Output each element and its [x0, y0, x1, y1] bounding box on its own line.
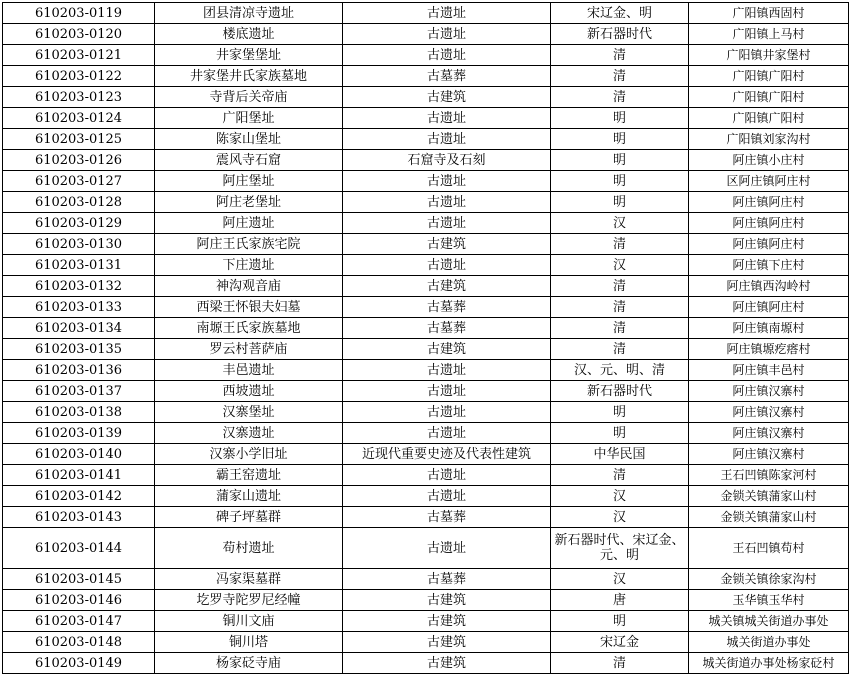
- site-era-cell: 清: [551, 66, 689, 87]
- site-code-cell: 610203-0146: [3, 590, 155, 611]
- site-code-cell: 610203-0134: [3, 318, 155, 339]
- table-row: [3, 569, 849, 590]
- site-code-cell: 610203-0135: [3, 339, 155, 360]
- site-location-cell: 城关镇城关街道办事处: [689, 611, 849, 632]
- site-category-cell: 古遗址: [343, 108, 551, 129]
- site-era-cell: 汉: [551, 486, 689, 507]
- site-code-cell: 610203-0129: [3, 213, 155, 234]
- site-category-cell: 石窟寺及石刻: [343, 150, 551, 171]
- site-category-cell: 古建筑: [343, 611, 551, 632]
- site-category-cell: 古墓葬: [343, 569, 551, 590]
- table-row: [3, 528, 849, 569]
- table-row: [3, 66, 849, 87]
- site-location-cell: 广阳镇广阳村: [689, 87, 849, 108]
- site-era-cell: 清: [551, 87, 689, 108]
- site-location-cell: 阿庄镇阿庄村: [689, 213, 849, 234]
- site-location-cell: 广阳镇上马村: [689, 24, 849, 45]
- site-name-cell: 霸王窑遗址: [155, 465, 343, 486]
- site-category-cell: 古建筑: [343, 234, 551, 255]
- site-code-cell: 610203-0139: [3, 423, 155, 444]
- site-era-cell: 清: [551, 465, 689, 486]
- site-era-cell: 新石器时代: [551, 381, 689, 402]
- site-category-cell: 古遗址: [343, 255, 551, 276]
- site-era-cell: 清: [551, 653, 689, 674]
- site-location-cell: 阿庄镇南塬村: [689, 318, 849, 339]
- site-name-cell: 圪罗寺陀罗尼经幢: [155, 590, 343, 611]
- site-name-cell: 寺背后关帝庙: [155, 87, 343, 108]
- table-row: [3, 318, 849, 339]
- site-name-cell: 井家堡堡址: [155, 45, 343, 66]
- site-location-cell: 王石凹镇苟村: [689, 528, 849, 569]
- site-code-cell: 610203-0126: [3, 150, 155, 171]
- site-category-cell: 古建筑: [343, 87, 551, 108]
- site-era-cell: 汉: [551, 569, 689, 590]
- site-era-cell: 明: [551, 150, 689, 171]
- table-row: [3, 108, 849, 129]
- site-code-cell: 610203-0140: [3, 444, 155, 465]
- table-row: [3, 87, 849, 108]
- site-location-cell: 广阳镇刘家沟村: [689, 129, 849, 150]
- site-name-cell: 阿庄遗址: [155, 213, 343, 234]
- site-category-cell: 古遗址: [343, 45, 551, 66]
- site-code-cell: 610203-0142: [3, 486, 155, 507]
- site-category-cell: 古遗址: [343, 465, 551, 486]
- site-code-cell: 610203-0149: [3, 653, 155, 674]
- site-location-cell: 金锁关镇蒲家山村: [689, 507, 849, 528]
- table-row: [3, 611, 849, 632]
- site-name-cell: 冯家渠墓群: [155, 569, 343, 590]
- table-row: [3, 150, 849, 171]
- site-code-cell: 610203-0124: [3, 108, 155, 129]
- site-name-cell: 西梁王怀银夫妇墓: [155, 297, 343, 318]
- site-category-cell: 古建筑: [343, 590, 551, 611]
- site-era-cell: 清: [551, 297, 689, 318]
- site-code-cell: 610203-0133: [3, 297, 155, 318]
- site-name-cell: 杨家砭寺庙: [155, 653, 343, 674]
- table-row: [3, 423, 849, 444]
- site-code-cell: 610203-0147: [3, 611, 155, 632]
- site-name-cell: 震风寺石窟: [155, 150, 343, 171]
- site-category-cell: 古建筑: [343, 339, 551, 360]
- table-row: [3, 192, 849, 213]
- site-code-cell: 610203-0138: [3, 402, 155, 423]
- site-code-cell: 610203-0141: [3, 465, 155, 486]
- site-category-cell: 古墓葬: [343, 66, 551, 87]
- site-era-cell: 宋辽金: [551, 632, 689, 653]
- site-name-cell: 铜川塔: [155, 632, 343, 653]
- site-name-cell: 丰邑遗址: [155, 360, 343, 381]
- site-name-cell: 蒲家山遗址: [155, 486, 343, 507]
- site-code-cell: 610203-0131: [3, 255, 155, 276]
- site-location-cell: 阿庄镇汉寨村: [689, 402, 849, 423]
- site-era-cell: 清: [551, 234, 689, 255]
- site-era-cell: 清: [551, 318, 689, 339]
- site-era-cell: 新石器时代: [551, 24, 689, 45]
- site-code-cell: 610203-0144: [3, 528, 155, 569]
- site-name-cell: 下庄遗址: [155, 255, 343, 276]
- site-category-cell: 古建筑: [343, 632, 551, 653]
- site-code-cell: 610203-0148: [3, 632, 155, 653]
- table-row: [3, 444, 849, 465]
- site-name-cell: 广阳堡址: [155, 108, 343, 129]
- site-name-cell: 团县清凉寺遗址: [155, 3, 343, 24]
- site-era-cell: 明: [551, 192, 689, 213]
- site-era-cell: 新石器时代、宋辽金、元、明: [551, 528, 689, 569]
- site-location-cell: 阿庄镇塬疙瘩村: [689, 339, 849, 360]
- site-name-cell: 阿庄王氏家族宅院: [155, 234, 343, 255]
- site-location-cell: 广阳镇广阳村: [689, 66, 849, 87]
- site-location-cell: 金锁关镇蒲家山村: [689, 486, 849, 507]
- site-code-cell: 610203-0119: [3, 3, 155, 24]
- site-category-cell: 古遗址: [343, 423, 551, 444]
- site-code-cell: 610203-0128: [3, 192, 155, 213]
- table-row: [3, 297, 849, 318]
- site-era-cell: 汉、元、明、清: [551, 360, 689, 381]
- site-location-cell: 城关街道办事处杨家砭村: [689, 653, 849, 674]
- site-category-cell: 古遗址: [343, 24, 551, 45]
- table-row: [3, 465, 849, 486]
- site-name-cell: 苟村遗址: [155, 528, 343, 569]
- site-era-cell: 汉: [551, 213, 689, 234]
- site-category-cell: 古墓葬: [343, 507, 551, 528]
- site-code-cell: 610203-0123: [3, 87, 155, 108]
- site-category-cell: 古墓葬: [343, 297, 551, 318]
- site-location-cell: 王石凹镇陈家河村: [689, 465, 849, 486]
- site-era-cell: 汉: [551, 255, 689, 276]
- site-location-cell: 阿庄镇阿庄村: [689, 234, 849, 255]
- table-row: [3, 653, 849, 674]
- site-name-cell: 阿庄堡址: [155, 171, 343, 192]
- site-name-cell: 神沟观音庙: [155, 276, 343, 297]
- site-era-cell: 宋辽金、明: [551, 3, 689, 24]
- table-row: [3, 632, 849, 653]
- table-row: [3, 255, 849, 276]
- site-code-cell: 610203-0137: [3, 381, 155, 402]
- site-category-cell: 古遗址: [343, 360, 551, 381]
- table-row: [3, 129, 849, 150]
- site-code-cell: 610203-0143: [3, 507, 155, 528]
- site-category-cell: 近现代重要史迹及代表性建筑: [343, 444, 551, 465]
- site-category-cell: 古遗址: [343, 402, 551, 423]
- table-row: [3, 590, 849, 611]
- site-era-cell: 中华民国: [551, 444, 689, 465]
- site-era-cell: 清: [551, 276, 689, 297]
- site-name-cell: 汉寨小学旧址: [155, 444, 343, 465]
- site-name-cell: 铜川文庙: [155, 611, 343, 632]
- table-row: [3, 276, 849, 297]
- site-era-cell: 明: [551, 129, 689, 150]
- site-name-cell: 碑子坪墓群: [155, 507, 343, 528]
- site-code-cell: 610203-0132: [3, 276, 155, 297]
- site-category-cell: 古遗址: [343, 171, 551, 192]
- site-location-cell: 阿庄镇西沟岭村: [689, 276, 849, 297]
- site-location-cell: 阿庄镇阿庄村: [689, 192, 849, 213]
- table-row: [3, 507, 849, 528]
- site-era-cell: 明: [551, 611, 689, 632]
- site-name-cell: 汉寨遗址: [155, 423, 343, 444]
- site-category-cell: 古遗址: [343, 213, 551, 234]
- site-category-cell: 古遗址: [343, 381, 551, 402]
- site-era-cell: 唐: [551, 590, 689, 611]
- site-location-cell: 广阳镇西固村: [689, 3, 849, 24]
- site-category-cell: 古遗址: [343, 528, 551, 569]
- site-code-cell: 610203-0122: [3, 66, 155, 87]
- table-row: [3, 360, 849, 381]
- site-era-cell: 清: [551, 45, 689, 66]
- site-location-cell: 阿庄镇小庄村: [689, 150, 849, 171]
- site-category-cell: 古建筑: [343, 653, 551, 674]
- table-row: [3, 486, 849, 507]
- table-row: [3, 45, 849, 66]
- site-code-cell: 610203-0125: [3, 129, 155, 150]
- site-location-cell: 玉华镇玉华村: [689, 590, 849, 611]
- site-location-cell: 阿庄镇阿庄村: [689, 297, 849, 318]
- site-name-cell: 陈家山堡址: [155, 129, 343, 150]
- site-location-cell: 金锁关镇徐家沟村: [689, 569, 849, 590]
- site-era-cell: 明: [551, 402, 689, 423]
- table-row: [3, 3, 849, 24]
- site-code-cell: 610203-0145: [3, 569, 155, 590]
- site-location-cell: 城关街道办事处: [689, 632, 849, 653]
- site-location-cell: 阿庄镇汉寨村: [689, 444, 849, 465]
- site-code-cell: 610203-0127: [3, 171, 155, 192]
- table-row: [3, 24, 849, 45]
- site-location-cell: 阿庄镇汉寨村: [689, 381, 849, 402]
- site-name-cell: 楼底遗址: [155, 24, 343, 45]
- site-location-cell: 区阿庄镇阿庄村: [689, 171, 849, 192]
- site-code-cell: 610203-0121: [3, 45, 155, 66]
- table-row: [3, 171, 849, 192]
- site-category-cell: 古遗址: [343, 3, 551, 24]
- site-category-cell: 古墓葬: [343, 318, 551, 339]
- site-era-cell: 明: [551, 423, 689, 444]
- site-code-cell: 610203-0120: [3, 24, 155, 45]
- table-row: [3, 402, 849, 423]
- site-name-cell: 罗云村菩萨庙: [155, 339, 343, 360]
- site-name-cell: 井家堡井氏家族墓地: [155, 66, 343, 87]
- site-category-cell: 古遗址: [343, 192, 551, 213]
- site-category-cell: 古遗址: [343, 486, 551, 507]
- site-name-cell: 西坡遗址: [155, 381, 343, 402]
- site-era-cell: 清: [551, 339, 689, 360]
- site-location-cell: 广阳镇广阳村: [689, 108, 849, 129]
- table-row: [3, 381, 849, 402]
- site-era-cell: 明: [551, 171, 689, 192]
- table-body: [3, 3, 849, 674]
- site-name-cell: 南塬王氏家族墓地: [155, 318, 343, 339]
- site-era-cell: 汉: [551, 507, 689, 528]
- site-category-cell: 古遗址: [343, 129, 551, 150]
- site-category-cell: 古建筑: [343, 276, 551, 297]
- table-row: [3, 234, 849, 255]
- site-location-cell: 阿庄镇丰邑村: [689, 360, 849, 381]
- site-location-cell: 阿庄镇下庄村: [689, 255, 849, 276]
- site-era-cell: 明: [551, 108, 689, 129]
- site-code-cell: 610203-0136: [3, 360, 155, 381]
- table-row: [3, 213, 849, 234]
- site-location-cell: 广阳镇井家堡村: [689, 45, 849, 66]
- site-name-cell: 阿庄老堡址: [155, 192, 343, 213]
- site-location-cell: 阿庄镇汉寨村: [689, 423, 849, 444]
- heritage-sites-table: [2, 2, 849, 674]
- site-code-cell: 610203-0130: [3, 234, 155, 255]
- site-name-cell: 汉寨堡址: [155, 402, 343, 423]
- table-row: [3, 339, 849, 360]
